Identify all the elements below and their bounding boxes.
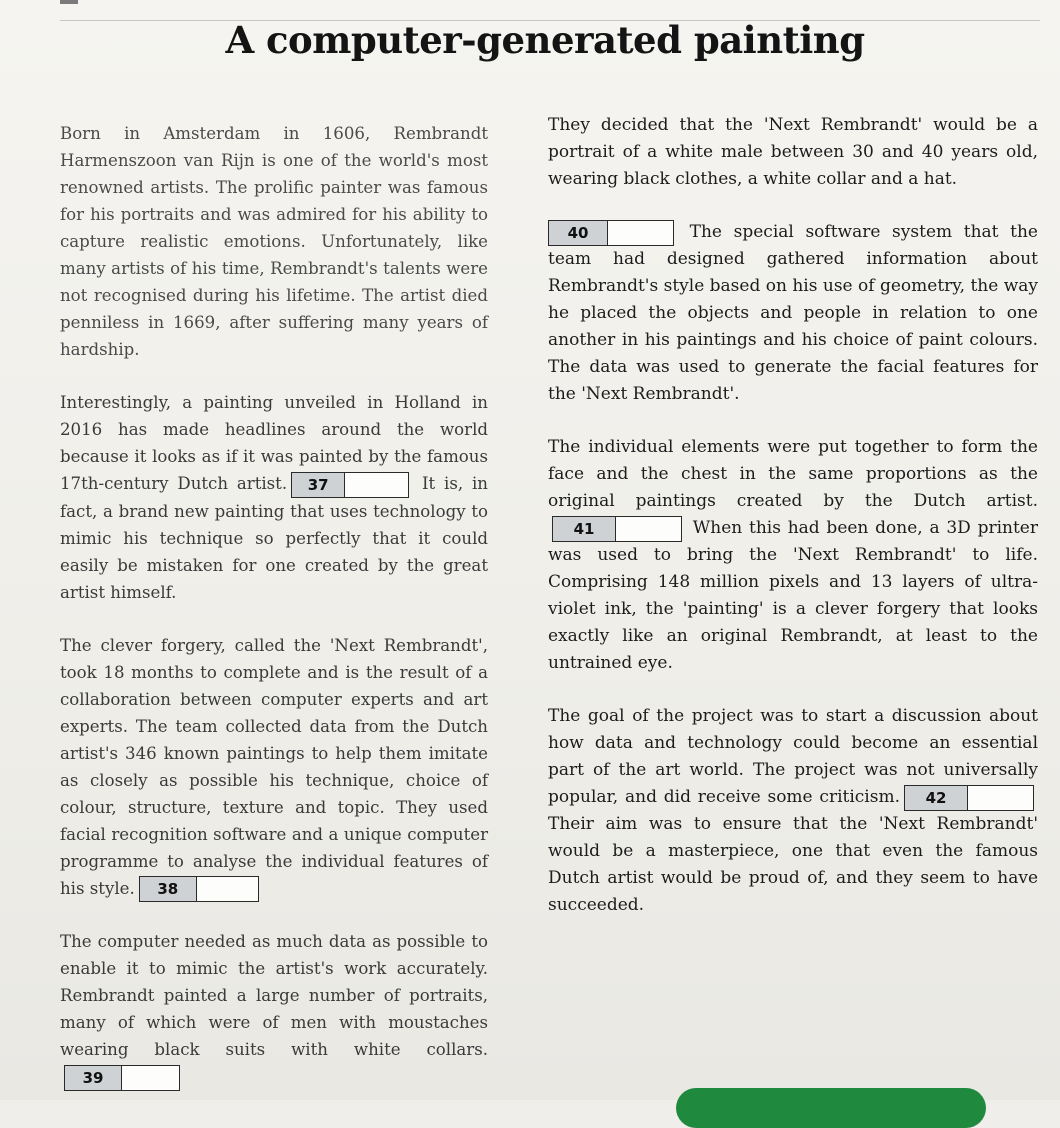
left-paragraph-1-text: Born in Amsterdam in 1606, Rembrandt Harmenszoon van Rijn is one of the world's most renowned artists. The prolific painter was famous for his portraits and was admired for his ability to capture realistic emotions. Unfortunately, like many artists of his time, Rembrandt's talents were not recognised during his lifetime. The artist died penniless in 1669, after suffering many years of hardship. [60, 124, 488, 359]
left-paragraph-4 [60, 928, 488, 1091]
left-paragraph-1 [60, 120, 488, 363]
gap-40-number: 40 [549, 221, 608, 245]
right-paragraph-1 [548, 112, 1038, 193]
gap-42-answer-box[interactable] [904, 785, 1034, 811]
left-column [60, 120, 488, 1117]
left-paragraph-2 [60, 389, 488, 606]
left-paragraph-3-text: The clever forgery, called the 'Next Rembrandt', took 18 months to complete and is the result of a collaboration between computer experts and art experts. The team collected data from the Dutch artist's 346 known paintings to help them imitate as closely as possible his technique, choice of colour, structure, texture and topic. They used facial recognition software and a unique computer programme to analyse the individual features of his style. [60, 635, 488, 898]
gap-39-answer-box[interactable] [64, 1065, 180, 1091]
left-paragraph-2-text-before: Interestingly, a painting unveiled in Holland in 2016 has made headlines around the world because it looks as if it was painted by the famous 17th-century Dutch artist. [60, 393, 488, 493]
right-paragraph-2-text: The special software system that the team had designed gathered information about Rembrandt's style based on his use of geometry, the way he placed the objects and people in relation to one another in his paintings and his choice of paint colours. The data was used to generate the facial features for the 'Next Rembrandt'. [548, 222, 1038, 404]
right-paragraph-2 [548, 219, 1038, 408]
gap-37-number: 37 [292, 473, 345, 497]
page-corner-mark [60, 0, 78, 4]
gap-39-number: 39 [65, 1066, 122, 1090]
gap-41-number: 41 [553, 517, 616, 541]
page-title: A computer-generated painting [225, 18, 865, 62]
right-paragraph-4 [548, 703, 1038, 919]
left-paragraph-4-text: The computer needed as much data as possible to enable it to mimic the artist's work accurately. Rembrandt painted a large number of portraits, many of which were of men with moustaches wearing black suits with white collars. [60, 932, 488, 1059]
right-paragraph-4-text-after: Their aim was to ensure that the 'Next Rembrandt' would be a masterpiece, one that even the famous Dutch artist would be proud of, and they seem to have succeeded. [548, 814, 1038, 915]
gap-38-number: 38 [140, 877, 197, 901]
right-column [548, 112, 1038, 945]
right-paragraph-4-text-before: The goal of the project was to start a discussion about how data and technology could become an essential part of the art world. The project was not universally popular, and did receive some criticism. [548, 706, 1038, 807]
gap-38-answer-box[interactable] [139, 876, 259, 902]
gap-41-answer-box[interactable] [552, 516, 682, 542]
right-paragraph-3-text-after: When this had been done, a 3D printer was used to bring the 'Next Rembrandt' to life. Comprising 148 million pixels and 13 layers of ultra-violet ink, the 'painting' is a clever forgery that looks exactly like an original Rembrandt, at least to the untrained eye. [548, 518, 1038, 673]
green-action-button[interactable] [676, 1088, 986, 1128]
gap-42-number: 42 [905, 786, 968, 810]
gap-37-answer-box[interactable] [291, 472, 409, 498]
gap-40-answer-box[interactable] [548, 220, 674, 246]
right-paragraph-3-text-before: The individual elements were put together to form the face and the chest in the same proportions as the original paintings created by the Dutch artist. [548, 437, 1038, 511]
right-paragraph-1-text: They decided that the 'Next Rembrandt' would be a portrait of a white male between 30 and 40 years old, wearing black clothes, a white collar and a hat. [548, 115, 1038, 189]
left-paragraph-2-text-after: It is, in fact, a brand new painting that uses technology to mimic his technique so perfectly that it could easily be mistaken for one created by the great artist himself. [60, 474, 488, 602]
right-paragraph-3 [548, 434, 1038, 677]
left-paragraph-3 [60, 632, 488, 903]
